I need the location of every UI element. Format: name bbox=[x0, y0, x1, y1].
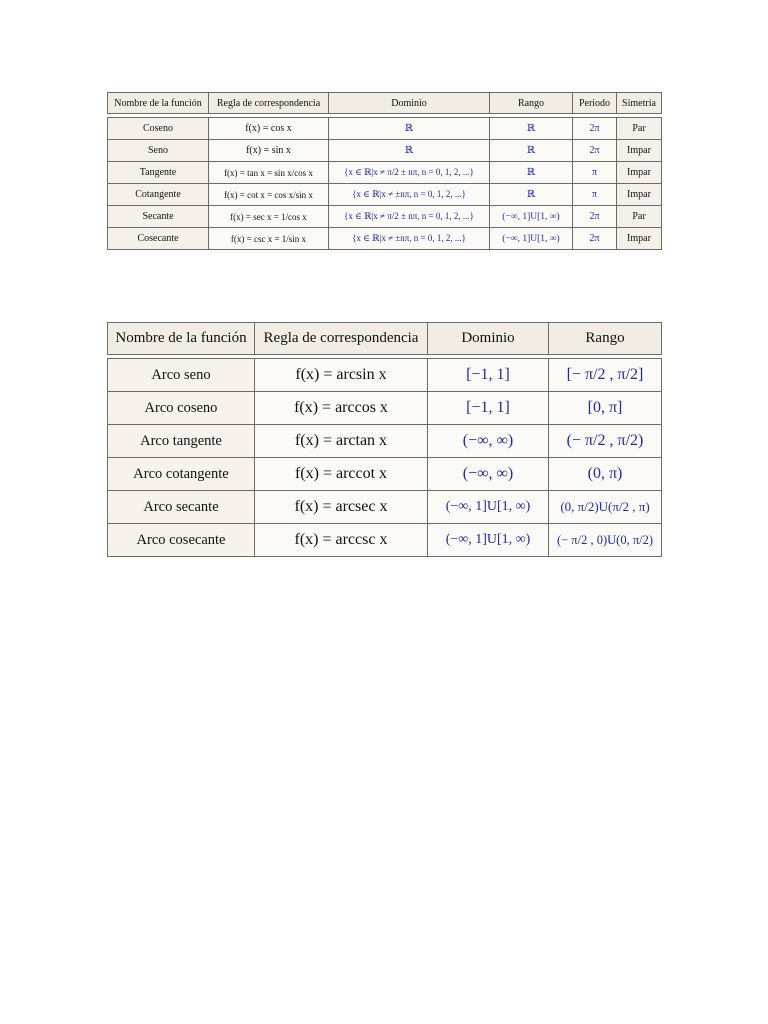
function-name: Secante bbox=[108, 206, 209, 228]
function-symmetry: Impar bbox=[617, 162, 662, 184]
table-row bbox=[108, 524, 662, 557]
function-name: Arco coseno bbox=[108, 392, 255, 425]
header-name: Nombre de la función bbox=[108, 323, 255, 355]
header-range: Rango bbox=[490, 93, 573, 114]
function-range: (−∞, 1]U[1, ∞) bbox=[490, 228, 573, 250]
function-rule: f(x) = arcsec x bbox=[255, 491, 428, 524]
table-row bbox=[108, 392, 662, 425]
function-range: [0, π] bbox=[549, 392, 662, 425]
header-domain: Dominio bbox=[329, 93, 490, 114]
function-period: π bbox=[573, 162, 617, 184]
function-period: 2π bbox=[573, 140, 617, 162]
function-period: π bbox=[573, 184, 617, 206]
inverse-trig-functions-table bbox=[107, 322, 662, 557]
function-name: Arco cotangente bbox=[108, 458, 255, 491]
table-row bbox=[108, 228, 662, 250]
function-domain: (−∞, 1]U[1, ∞) bbox=[428, 491, 549, 524]
header-rule: Regla de correspondencia bbox=[255, 323, 428, 355]
function-name: Cotangente bbox=[108, 184, 209, 206]
function-domain: {x ∈ ℝ|x ≠ ±nπ, n = 0, 1, 2, ...} bbox=[329, 184, 490, 206]
function-range: ℝ bbox=[490, 140, 573, 162]
function-range: [− π/2 , π/2] bbox=[549, 359, 662, 392]
function-name: Tangente bbox=[108, 162, 209, 184]
function-range: (0, π) bbox=[549, 458, 662, 491]
function-rule: f(x) = csc x = 1/sin x bbox=[209, 228, 329, 250]
table-header-row bbox=[108, 93, 662, 114]
function-domain: [−1, 1] bbox=[428, 392, 549, 425]
function-rule: f(x) = tan x = sin x/cos x bbox=[209, 162, 329, 184]
function-name: Coseno bbox=[108, 118, 209, 140]
header-name: Nombre de la función bbox=[108, 93, 209, 114]
table-row bbox=[108, 118, 662, 140]
function-domain: (−∞, ∞) bbox=[428, 425, 549, 458]
function-rule: f(x) = arccos x bbox=[255, 392, 428, 425]
function-name: Cosecante bbox=[108, 228, 209, 250]
function-range: (− π/2 , 0)U(0, π/2) bbox=[549, 524, 662, 557]
function-period: 2π bbox=[573, 206, 617, 228]
function-domain: {x ∈ ℝ|x ≠ π/2 ± nπ, n = 0, 1, 2, ...} bbox=[329, 206, 490, 228]
function-name: Arco secante bbox=[108, 491, 255, 524]
function-rule: f(x) = arctan x bbox=[255, 425, 428, 458]
function-domain: {x ∈ ℝ|x ≠ π/2 ± nπ, n = 0, 1, 2, ...} bbox=[329, 162, 490, 184]
function-name: Seno bbox=[108, 140, 209, 162]
function-symmetry: Impar bbox=[617, 184, 662, 206]
function-symmetry: Par bbox=[617, 118, 662, 140]
table-row bbox=[108, 162, 662, 184]
table-row bbox=[108, 359, 662, 392]
function-name: Arco seno bbox=[108, 359, 255, 392]
header-symmetry: Simetría bbox=[617, 93, 662, 114]
function-symmetry: Impar bbox=[617, 140, 662, 162]
function-period: 2π bbox=[573, 228, 617, 250]
function-rule: f(x) = cos x bbox=[209, 118, 329, 140]
function-range: ℝ bbox=[490, 184, 573, 206]
header-period: Periodo bbox=[573, 93, 617, 114]
function-range: (− π/2 , π/2) bbox=[549, 425, 662, 458]
function-range: ℝ bbox=[490, 118, 573, 140]
header-domain: Dominio bbox=[428, 323, 549, 355]
function-symmetry: Par bbox=[617, 206, 662, 228]
function-domain: ℝ bbox=[329, 140, 490, 162]
function-domain: (−∞, ∞) bbox=[428, 458, 549, 491]
table-row bbox=[108, 491, 662, 524]
function-name: Arco cosecante bbox=[108, 524, 255, 557]
function-name: Arco tangente bbox=[108, 425, 255, 458]
function-symmetry: Impar bbox=[617, 228, 662, 250]
function-rule: f(x) = arcsin x bbox=[255, 359, 428, 392]
table-row bbox=[108, 206, 662, 228]
function-domain: (−∞, 1]U[1, ∞) bbox=[428, 524, 549, 557]
function-range: (−∞, 1]U[1, ∞) bbox=[490, 206, 573, 228]
function-range: (0, π/2)U(π/2 , π) bbox=[549, 491, 662, 524]
function-rule: f(x) = sec x = 1/cos x bbox=[209, 206, 329, 228]
table-header-row bbox=[108, 323, 662, 355]
table-row bbox=[108, 458, 662, 491]
trig-functions-table bbox=[107, 92, 662, 250]
function-range: ℝ bbox=[490, 162, 573, 184]
function-rule: f(x) = arccsc x bbox=[255, 524, 428, 557]
function-domain: ℝ bbox=[329, 118, 490, 140]
function-period: 2π bbox=[573, 118, 617, 140]
function-rule: f(x) = arccot x bbox=[255, 458, 428, 491]
function-rule: f(x) = cot x = cos x/sin x bbox=[209, 184, 329, 206]
header-rule: Regla de correspondencia bbox=[209, 93, 329, 114]
function-domain: [−1, 1] bbox=[428, 359, 549, 392]
function-domain: {x ∈ ℝ|x ≠ ±nπ, n = 0, 1, 2, ...} bbox=[329, 228, 490, 250]
header-range: Rango bbox=[549, 323, 662, 355]
table-row bbox=[108, 425, 662, 458]
table-row bbox=[108, 140, 662, 162]
table-row bbox=[108, 184, 662, 206]
function-rule: f(x) = sin x bbox=[209, 140, 329, 162]
